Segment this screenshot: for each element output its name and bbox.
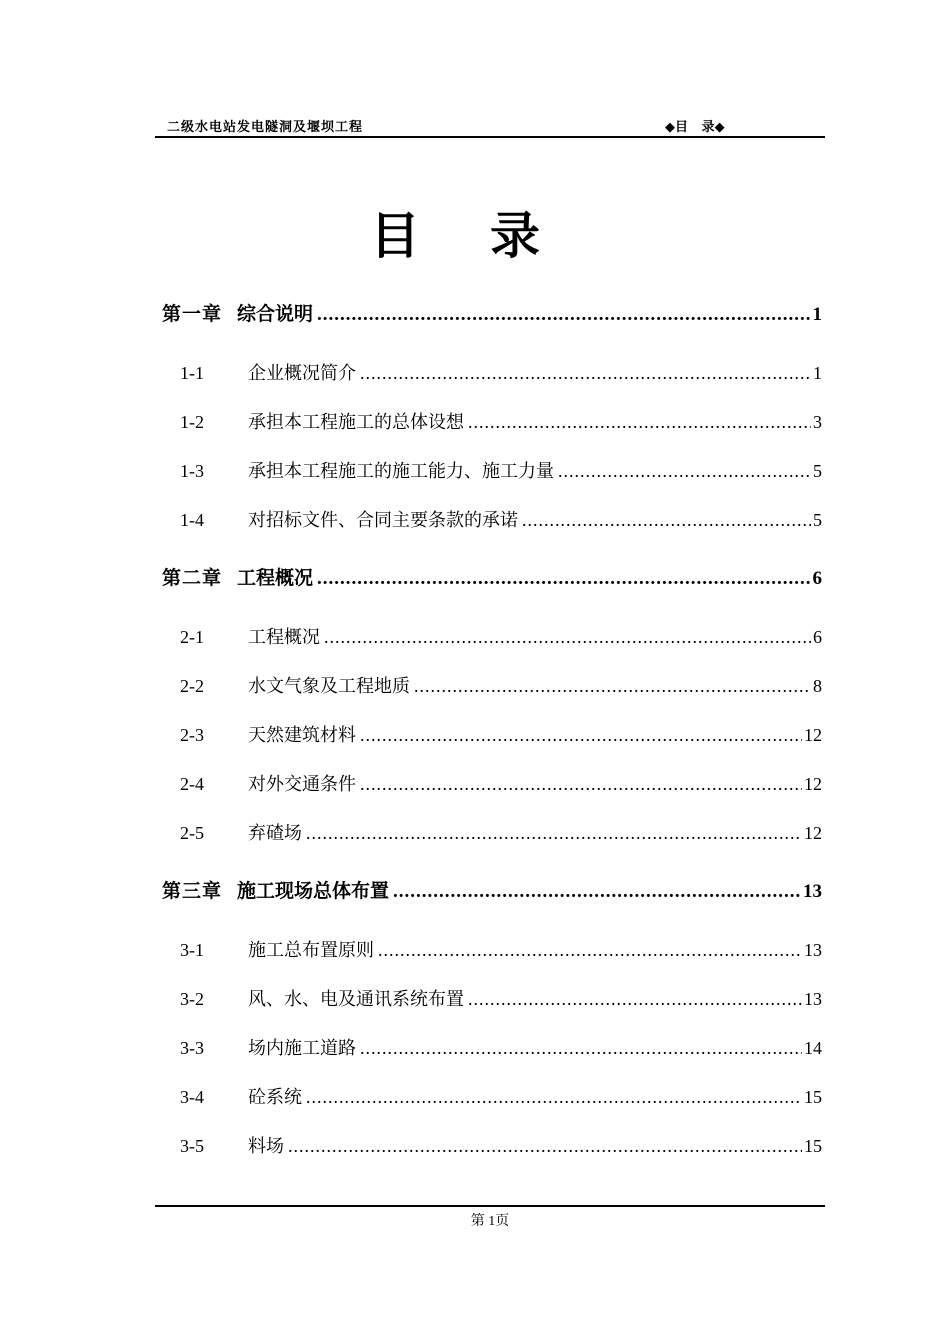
page-header (155, 112, 825, 138)
toc-entry-number: 2-5 (180, 823, 204, 843)
toc-chapter-entry[interactable] (162, 564, 822, 592)
toc-entry-page: 3 (813, 412, 822, 432)
toc-entry-title: 对外交通条件 (248, 774, 356, 795)
toc-entry-page: 14 (804, 1038, 822, 1058)
toc-entry-number: 3-4 (180, 1087, 204, 1107)
toc-dot-leader (468, 408, 811, 436)
toc-entry-number: 3-5 (180, 1136, 204, 1156)
toc-section-entry[interactable] (180, 936, 822, 964)
toc-entry-number: 2-2 (180, 676, 204, 696)
toc-entry-number: 2-4 (180, 774, 204, 794)
toc-entry-number: 第一章 (162, 303, 223, 325)
toc-chapter-entry[interactable] (162, 877, 822, 905)
toc-entry-title: 施工现场总体布置 (237, 880, 390, 902)
toc-entry-title: 工程概况 (237, 567, 314, 589)
toc-dot-leader (360, 721, 802, 749)
toc-section-entry[interactable] (180, 721, 822, 749)
toc-dot-leader (378, 936, 802, 964)
toc-chapter-entry[interactable] (162, 300, 822, 328)
toc-entry-number: 1-3 (180, 461, 204, 481)
toc-dot-leader (288, 1132, 802, 1160)
toc-entry-number: 1-4 (180, 510, 204, 530)
toc-dot-leader (317, 565, 810, 593)
toc-entry-page: 5 (813, 461, 822, 481)
toc-entry-title: 工程概况 (248, 627, 320, 648)
toc-entry-title: 承担本工程施工的施工能力、施工力量 (248, 461, 554, 482)
toc-entry-title: 承担本工程施工的总体设想 (248, 412, 464, 433)
toc-dot-leader (393, 878, 801, 906)
toc-section-entry[interactable] (180, 359, 822, 387)
toc-dot-leader (306, 819, 802, 847)
toc-entry-title: 弃碴场 (248, 823, 302, 844)
toc-entry-page: 13 (804, 989, 822, 1009)
toc-dot-leader (360, 770, 802, 798)
toc-entry-title: 对招标文件、合同主要条款的承诺 (248, 510, 518, 531)
toc-entry-title: 综合说明 (237, 303, 314, 325)
toc-entry-page: 13 (803, 881, 822, 902)
toc-entry-page: 13 (804, 940, 822, 960)
toc-section-entry[interactable] (180, 985, 822, 1013)
toc-entry-title: 料场 (248, 1136, 284, 1157)
page-number: 第 1页 (470, 1214, 510, 1229)
toc-entry-page: 1 (812, 304, 822, 325)
toc-entry-title: 企业概况简介 (248, 363, 356, 384)
toc-section-entry[interactable] (180, 770, 822, 798)
toc-entry-page: 6 (813, 627, 822, 647)
header-section-label: ◆目 录◆ (665, 120, 725, 135)
toc-entry-page: 12 (804, 823, 822, 843)
toc-entry-number: 1-1 (180, 363, 204, 383)
header-project-title: 二级水电站发电隧洞及堰坝工程 (167, 120, 364, 135)
toc-dot-leader (468, 985, 802, 1013)
toc-entry-page: 5 (813, 510, 822, 530)
toc-entry-page: 12 (804, 774, 822, 794)
toc-section-entry[interactable] (180, 408, 822, 436)
toc-section-entry[interactable] (180, 819, 822, 847)
toc-entry-page: 8 (813, 676, 822, 696)
page-title: 目录 (370, 206, 610, 265)
toc-entry-page: 1 (813, 363, 822, 383)
toc-section-entry[interactable] (180, 623, 822, 651)
toc-entry-page: 15 (804, 1136, 822, 1156)
toc-dot-leader (317, 301, 810, 329)
toc-dot-leader (414, 672, 811, 700)
toc-entry-number: 第二章 (162, 567, 223, 589)
toc-dot-leader (306, 1083, 802, 1111)
toc-entry-page: 15 (804, 1087, 822, 1107)
toc-entry-title: 水文气象及工程地质 (248, 676, 410, 697)
toc-entry-number: 1-2 (180, 412, 204, 432)
toc-section-entry[interactable] (180, 672, 822, 700)
toc-entry-title: 砼系统 (248, 1087, 302, 1108)
toc-entry-title: 施工总布置原则 (248, 940, 374, 961)
toc-section-entry[interactable] (180, 1034, 822, 1062)
toc-dot-leader (558, 457, 811, 485)
toc-entry-number: 3-3 (180, 1038, 204, 1058)
toc-entry-number: 2-1 (180, 627, 204, 647)
toc-section-entry[interactable] (180, 1132, 822, 1160)
toc-entry-title: 风、水、电及通讯系统布置 (248, 989, 464, 1010)
toc-entry-number: 3-2 (180, 989, 204, 1009)
toc-dot-leader (324, 623, 811, 651)
toc-section-entry[interactable] (180, 457, 822, 485)
toc-entry-page: 12 (804, 725, 822, 745)
toc-dot-leader (360, 359, 811, 387)
toc-dot-leader (522, 506, 811, 534)
toc-entry-number: 3-1 (180, 940, 204, 960)
toc-section-entry[interactable] (180, 1083, 822, 1111)
footer-divider (155, 1205, 825, 1207)
toc-entry-title: 场内施工道路 (248, 1038, 356, 1059)
toc-dot-leader (360, 1034, 802, 1062)
toc-entry-number: 第三章 (162, 880, 223, 902)
toc-entry-title: 天然建筑材料 (248, 725, 356, 746)
toc-entry-number: 2-3 (180, 725, 204, 745)
toc-entry-page: 6 (812, 568, 822, 589)
toc-section-entry[interactable] (180, 506, 822, 534)
